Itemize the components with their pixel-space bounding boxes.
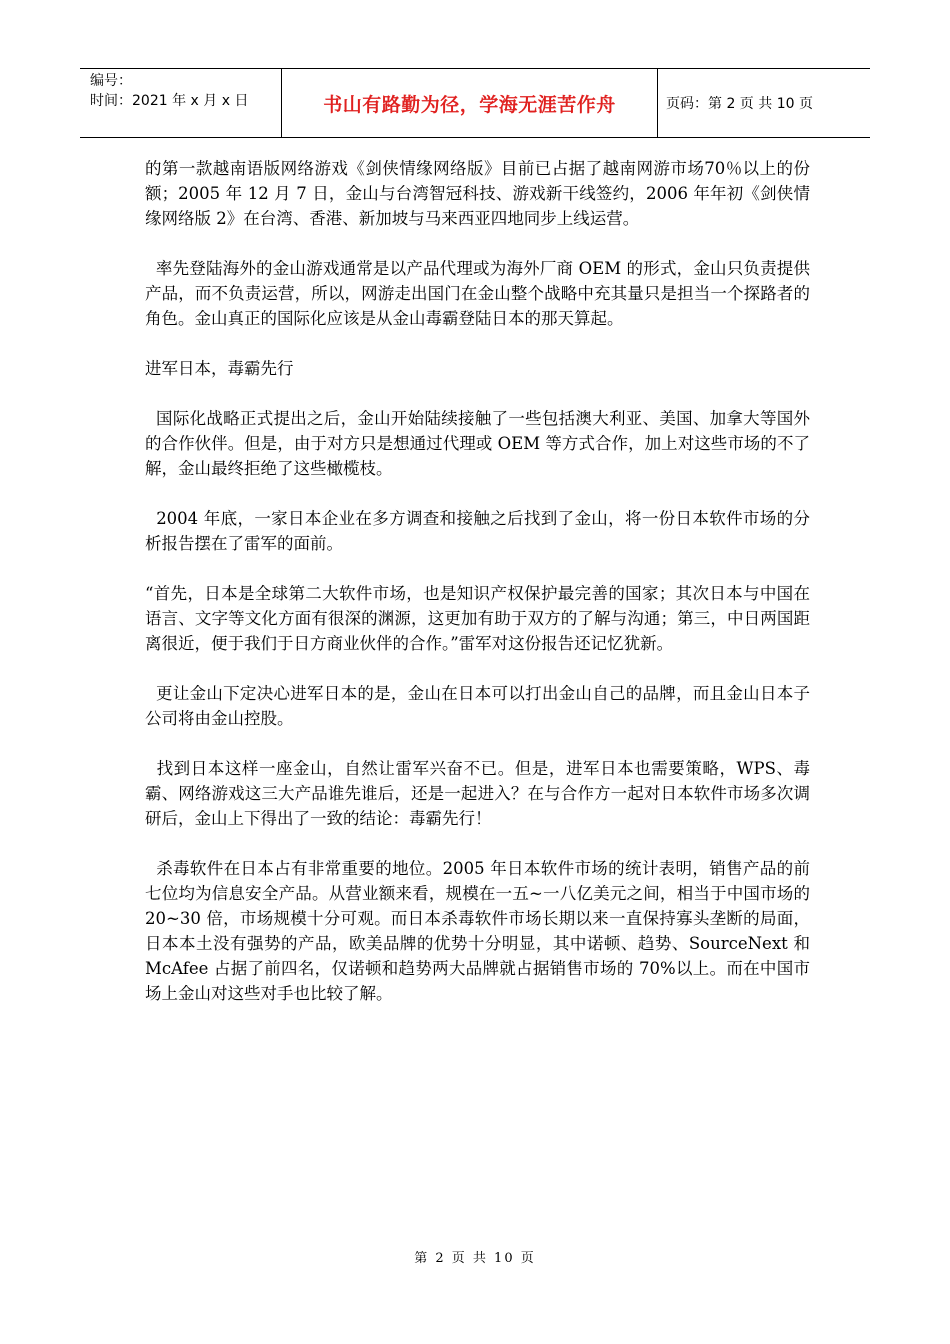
page-footer: 第 2 页 共 10 页 <box>414 1251 536 1266</box>
paragraph: 更让金山下定决心进军日本的是，金山在日本可以打出金山自己的品牌，而且金山日本子公司将由金山控股。 <box>145 684 810 728</box>
paragraph: “首先，日本是全球第二大软件市场，也是知识产权保护最完善的国家；其次日本与中国在语言、文字等文化方面有很深的渊源，这更加有助于双方的了解与沟通；第三，中日两国距离很近，便于我们于日方商业伙伴的合作。”雷军对这份报告还记忆犹新。 <box>145 584 810 653</box>
paragraph: 2004 年底，一家日本企业在多方调查和接触之后找到了金山，将一份日本软件市场的分析报告摆在了雷军的面前。 <box>145 509 810 553</box>
paragraph: 找到日本这样一座金山，自然让雷军兴奋不已。但是，进军日本也需要策略，WPS、毒霸、网络游戏这三大产品谁先谁后，还是一起进入？在与合作方一起对日本软件市场多次调研后，金山上下得出了一致的结论：毒霸先行！ <box>145 759 810 828</box>
paragraph: 的第一款越南语版网络游戏《剑侠情缘网络版》目前已占据了越南网游市场70％以上的份额；2005 年 12 月 7 日，金山与台湾智冠科技、游戏新干线签约，2006 年年初《剑侠情缘网络版 2》在台湾、香港、新加坡与马来西亚四地同步上线运营。 <box>145 159 810 228</box>
document-number-label: 编号： <box>90 73 132 89</box>
header-motto: 书山有路勤为径，学海无涯苦作舟 <box>282 69 658 137</box>
page-header <box>80 68 870 138</box>
paragraph: 国际化战略正式提出之后，金山开始陆续接触了一些包括澳大利亚、美国、加拿大等国外的合作伙伴。但是，由于对方只是想通过代理或 OEM 等方式合作，加上对这些市场的不了解，金山最终拒绝了这些橄榄枝。 <box>145 409 810 478</box>
paragraph: 率先登陆海外的金山游戏通常是以产品代理或为海外厂商 OEM 的形式，金山只负责提供产品，而不负责运营，所以，网游走出国门在金山整个战略中充其量只是担当一个探路者的角色。金山真正的国际化应该是从金山毒霸登陆日本的那天算起。 <box>145 259 810 328</box>
header-page-number: 页码：第 2 页 共 10 页 <box>666 96 813 112</box>
paragraph: 杀毒软件在日本占有非常重要的地位。2005 年日本软件市场的统计表明，销售产品的前七位均为信息安全产品。从营业额来看，规模在一五~一八亿美元之间，相当于中国市场的 20~30 倍，市场规模十分可观。而日本杀毒软件市场长期以来一直保持寡头垄断的局面，日本本土没有强势的产品，欧美品牌的优势十分明显，其中诺顿、趋势、SourceNext 和 McAfee 占据了前四名，仅诺顿和趋势两大品牌就占据销售市场的 70%以上。而在中国市场上金山对这些对手也比较了解。 <box>145 859 816 1003</box>
document-date-label: 时间：2021 年 x 月 x 日 <box>90 93 249 109</box>
section-heading: 进军日本，毒霸先行 <box>145 359 294 378</box>
document-body <box>145 156 816 1031</box>
header-meta <box>80 69 282 137</box>
